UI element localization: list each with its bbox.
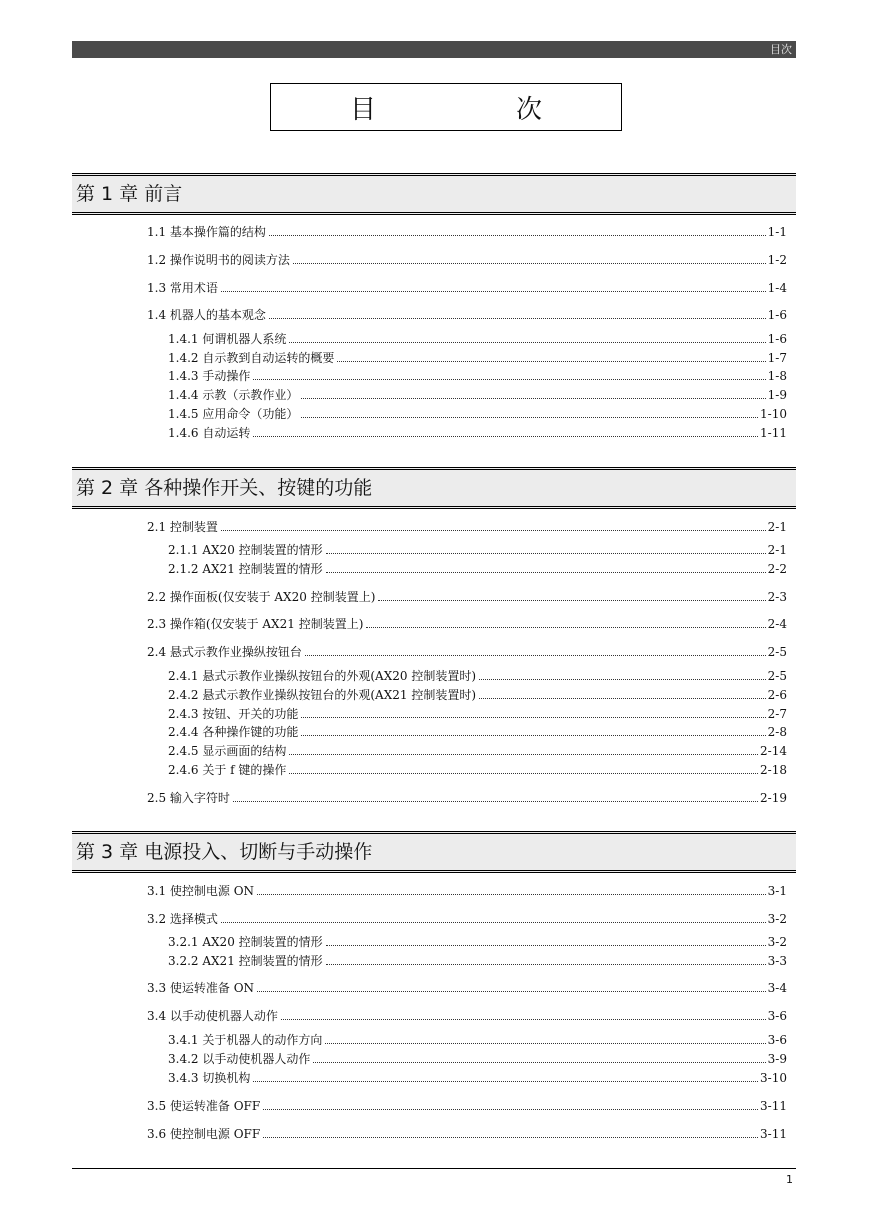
chapter-2-heading: 第 2 章 各种操作开关、按键的功能 xyxy=(72,467,796,509)
toc-entry-label: 3.3 使运转准备 ON xyxy=(147,981,255,995)
toc-entry-label: 1.4 机器人的基本观念 xyxy=(147,308,266,322)
toc-entry[interactable] xyxy=(147,910,787,926)
toc-entry-page: 1-9 xyxy=(767,388,787,402)
toc-entry-label: 1.4.3 手动操作 xyxy=(168,369,251,383)
toc-entry-page: 2-18 xyxy=(760,763,787,777)
toc-entry-page: 3-10 xyxy=(760,1071,787,1085)
toc-entry[interactable] xyxy=(147,1007,787,1023)
toc-subentry[interactable] xyxy=(168,1031,787,1047)
toc-entry-label: 2.4 悬式示教作业操纵按钮台 xyxy=(147,645,302,659)
toc-entry[interactable] xyxy=(147,588,787,604)
toc-entry-page: 2-7 xyxy=(767,707,787,721)
toc-entry-page: 1-2 xyxy=(767,253,787,267)
toc-entry-label: 3.2.2 AX21 控制装置的情形 xyxy=(168,954,323,968)
toc-entry-page: 2-5 xyxy=(767,669,787,683)
toc-subentry[interactable] xyxy=(168,367,787,383)
toc-entry-label: 3.4.3 切换机构 xyxy=(168,1071,251,1085)
toc-entry-page: 2-5 xyxy=(767,645,787,659)
toc-entry-page: 1-4 xyxy=(767,281,787,295)
toc-entry-label: 1.2 操作说明书的阅读方法 xyxy=(147,253,290,267)
toc-entry-page: 1-8 xyxy=(767,369,787,383)
toc-subentry[interactable] xyxy=(168,330,787,346)
toc-entry-page: 3-6 xyxy=(767,1033,787,1047)
toc-entry-label: 3.5 使运转准备 OFF xyxy=(147,1099,261,1113)
toc-entry-page: 1-10 xyxy=(760,407,787,421)
footer-rule xyxy=(72,1168,796,1169)
toc-entry-label: 1.1 基本操作篇的结构 xyxy=(147,225,266,239)
toc-entry-page: 2-8 xyxy=(767,725,787,739)
toc-entry[interactable] xyxy=(147,518,787,534)
toc-subentry[interactable] xyxy=(168,424,787,440)
toc-entry-page: 1-6 xyxy=(767,308,787,322)
toc-entry-page: 2-6 xyxy=(767,688,787,702)
chapter-1-heading: 第 1 章 前言 xyxy=(72,173,796,215)
toc-entry-label: 3.4.2 以手动使机器人动作 xyxy=(168,1052,311,1066)
toc-entry-label: 2.4.3 按钮、开关的功能 xyxy=(168,707,299,721)
toc-entry[interactable] xyxy=(147,789,787,805)
toc-entry-page: 3-11 xyxy=(760,1127,787,1141)
toc-entry-label: 1.4.5 应用命令（功能） xyxy=(168,407,299,421)
toc-entry-label: 3.6 使控制电源 OFF xyxy=(147,1127,261,1141)
title-left: 目 xyxy=(349,94,376,125)
toc-entry-label: 2.2 操作面板(仅安装于 AX20 控制装置上) xyxy=(147,590,376,604)
chapter-3-header xyxy=(72,831,796,873)
toc-subentry[interactable] xyxy=(168,349,787,365)
toc-entry-label: 3.2.1 AX20 控制装置的情形 xyxy=(168,935,323,949)
toc-subentry[interactable] xyxy=(168,1069,787,1085)
toc-entry-page: 2-4 xyxy=(767,617,787,631)
toc-entry-label: 1.3 常用术语 xyxy=(147,281,218,295)
toc-entry-label: 1.4.4 示教（示教作业） xyxy=(168,388,299,402)
toc-entry-label: 2.1.1 AX20 控制装置的情形 xyxy=(168,543,323,557)
toc-entry-label: 3.4.1 关于机器人的动作方向 xyxy=(168,1033,323,1047)
toc-entry-page: 2-3 xyxy=(767,590,787,604)
toc-entry-page: 2-14 xyxy=(760,744,787,758)
toc-entry[interactable] xyxy=(147,1097,787,1113)
toc-entry[interactable] xyxy=(147,1125,787,1141)
chapter-3-heading: 第 3 章 电源投入、切断与手动操作 xyxy=(72,831,796,873)
toc-entry-page: 2-1 xyxy=(767,543,787,557)
toc-subentry[interactable] xyxy=(168,742,787,758)
header-bar xyxy=(72,41,796,58)
toc-subentry[interactable] xyxy=(168,952,787,968)
toc-entry-label: 2.1 控制装置 xyxy=(147,520,218,534)
toc-entry-page: 2-19 xyxy=(760,791,787,805)
toc-entry-page: 2-2 xyxy=(767,562,787,576)
toc-entry-label: 1.4.6 自动运转 xyxy=(168,426,251,440)
toc-subentry[interactable] xyxy=(168,686,787,702)
toc-entry-page: 3-4 xyxy=(767,981,787,995)
toc-entry[interactable] xyxy=(147,306,787,322)
toc-subentry[interactable] xyxy=(168,560,787,576)
toc-subentry[interactable] xyxy=(168,1050,787,1066)
toc-entry-label: 2.4.4 各种操作键的功能 xyxy=(168,725,299,739)
header-label: 目次 xyxy=(770,43,792,56)
toc-entry-label: 1.4.2 自示教到自动运转的概要 xyxy=(168,351,335,365)
toc-subentry[interactable] xyxy=(168,723,787,739)
toc-entry-label: 3.1 使控制电源 ON xyxy=(147,884,255,898)
toc-subentry[interactable] xyxy=(168,705,787,721)
toc-entry[interactable] xyxy=(147,979,787,995)
toc-subentry[interactable] xyxy=(168,761,787,777)
toc-entry[interactable] xyxy=(147,251,787,267)
toc-entry-label: 2.4.1 悬式示教作业操纵按钮台的外观(AX20 控制装置时) xyxy=(168,669,477,683)
toc-entry-label: 2.4.6 关于 f 键的操作 xyxy=(168,763,287,777)
toc-subentry[interactable] xyxy=(168,933,787,949)
toc-entry[interactable] xyxy=(147,882,787,898)
toc-entry-label: 2.3 操作箱(仅安装于 AX21 控制装置上) xyxy=(147,617,364,631)
toc-entry-label: 1.4.1 何谓机器人系统 xyxy=(168,332,287,346)
toc-entry-page: 3-9 xyxy=(767,1052,787,1066)
toc-entry[interactable] xyxy=(147,615,787,631)
toc-entry[interactable] xyxy=(147,279,787,295)
toc-entry-page: 2-1 xyxy=(767,520,787,534)
toc-entry-page: 3-3 xyxy=(767,954,787,968)
toc-entry-page: 3-2 xyxy=(767,935,787,949)
chapter-2-header xyxy=(72,467,796,509)
toc-entry-label: 3.4 以手动使机器人动作 xyxy=(147,1009,278,1023)
title-right: 次 xyxy=(516,94,543,125)
toc-subentry[interactable] xyxy=(168,541,787,557)
toc-entry-page: 3-11 xyxy=(760,1099,787,1113)
toc-entry-page: 3-1 xyxy=(767,884,787,898)
toc-subentry[interactable] xyxy=(168,667,787,683)
toc-entry-page: 1-11 xyxy=(760,426,787,440)
toc-entry[interactable] xyxy=(147,643,787,659)
toc-entry-page: 3-6 xyxy=(767,1009,787,1023)
toc-subentry[interactable] xyxy=(168,405,787,421)
chapter-1-header xyxy=(72,173,796,215)
toc-entry-page: 1-1 xyxy=(767,225,787,239)
toc-entry-page: 3-2 xyxy=(767,912,787,926)
page-number: 1 xyxy=(786,1173,793,1186)
toc-entry-label: 2.5 输入字符时 xyxy=(147,791,230,805)
toc-entry-page: 1-7 xyxy=(767,351,787,365)
toc-entry-label: 3.2 选择模式 xyxy=(147,912,218,926)
toc-subentry[interactable] xyxy=(168,386,787,402)
toc-entry-label: 2.4.2 悬式示教作业操纵按钮台的外观(AX21 控制装置时) xyxy=(168,688,477,702)
toc-entry-page: 1-6 xyxy=(767,332,787,346)
toc-entry-label: 2.1.2 AX21 控制装置的情形 xyxy=(168,562,323,576)
toc-entry[interactable] xyxy=(147,223,787,239)
page-title xyxy=(270,83,622,131)
toc-entry-label: 2.4.5 显示画面的结构 xyxy=(168,744,287,758)
